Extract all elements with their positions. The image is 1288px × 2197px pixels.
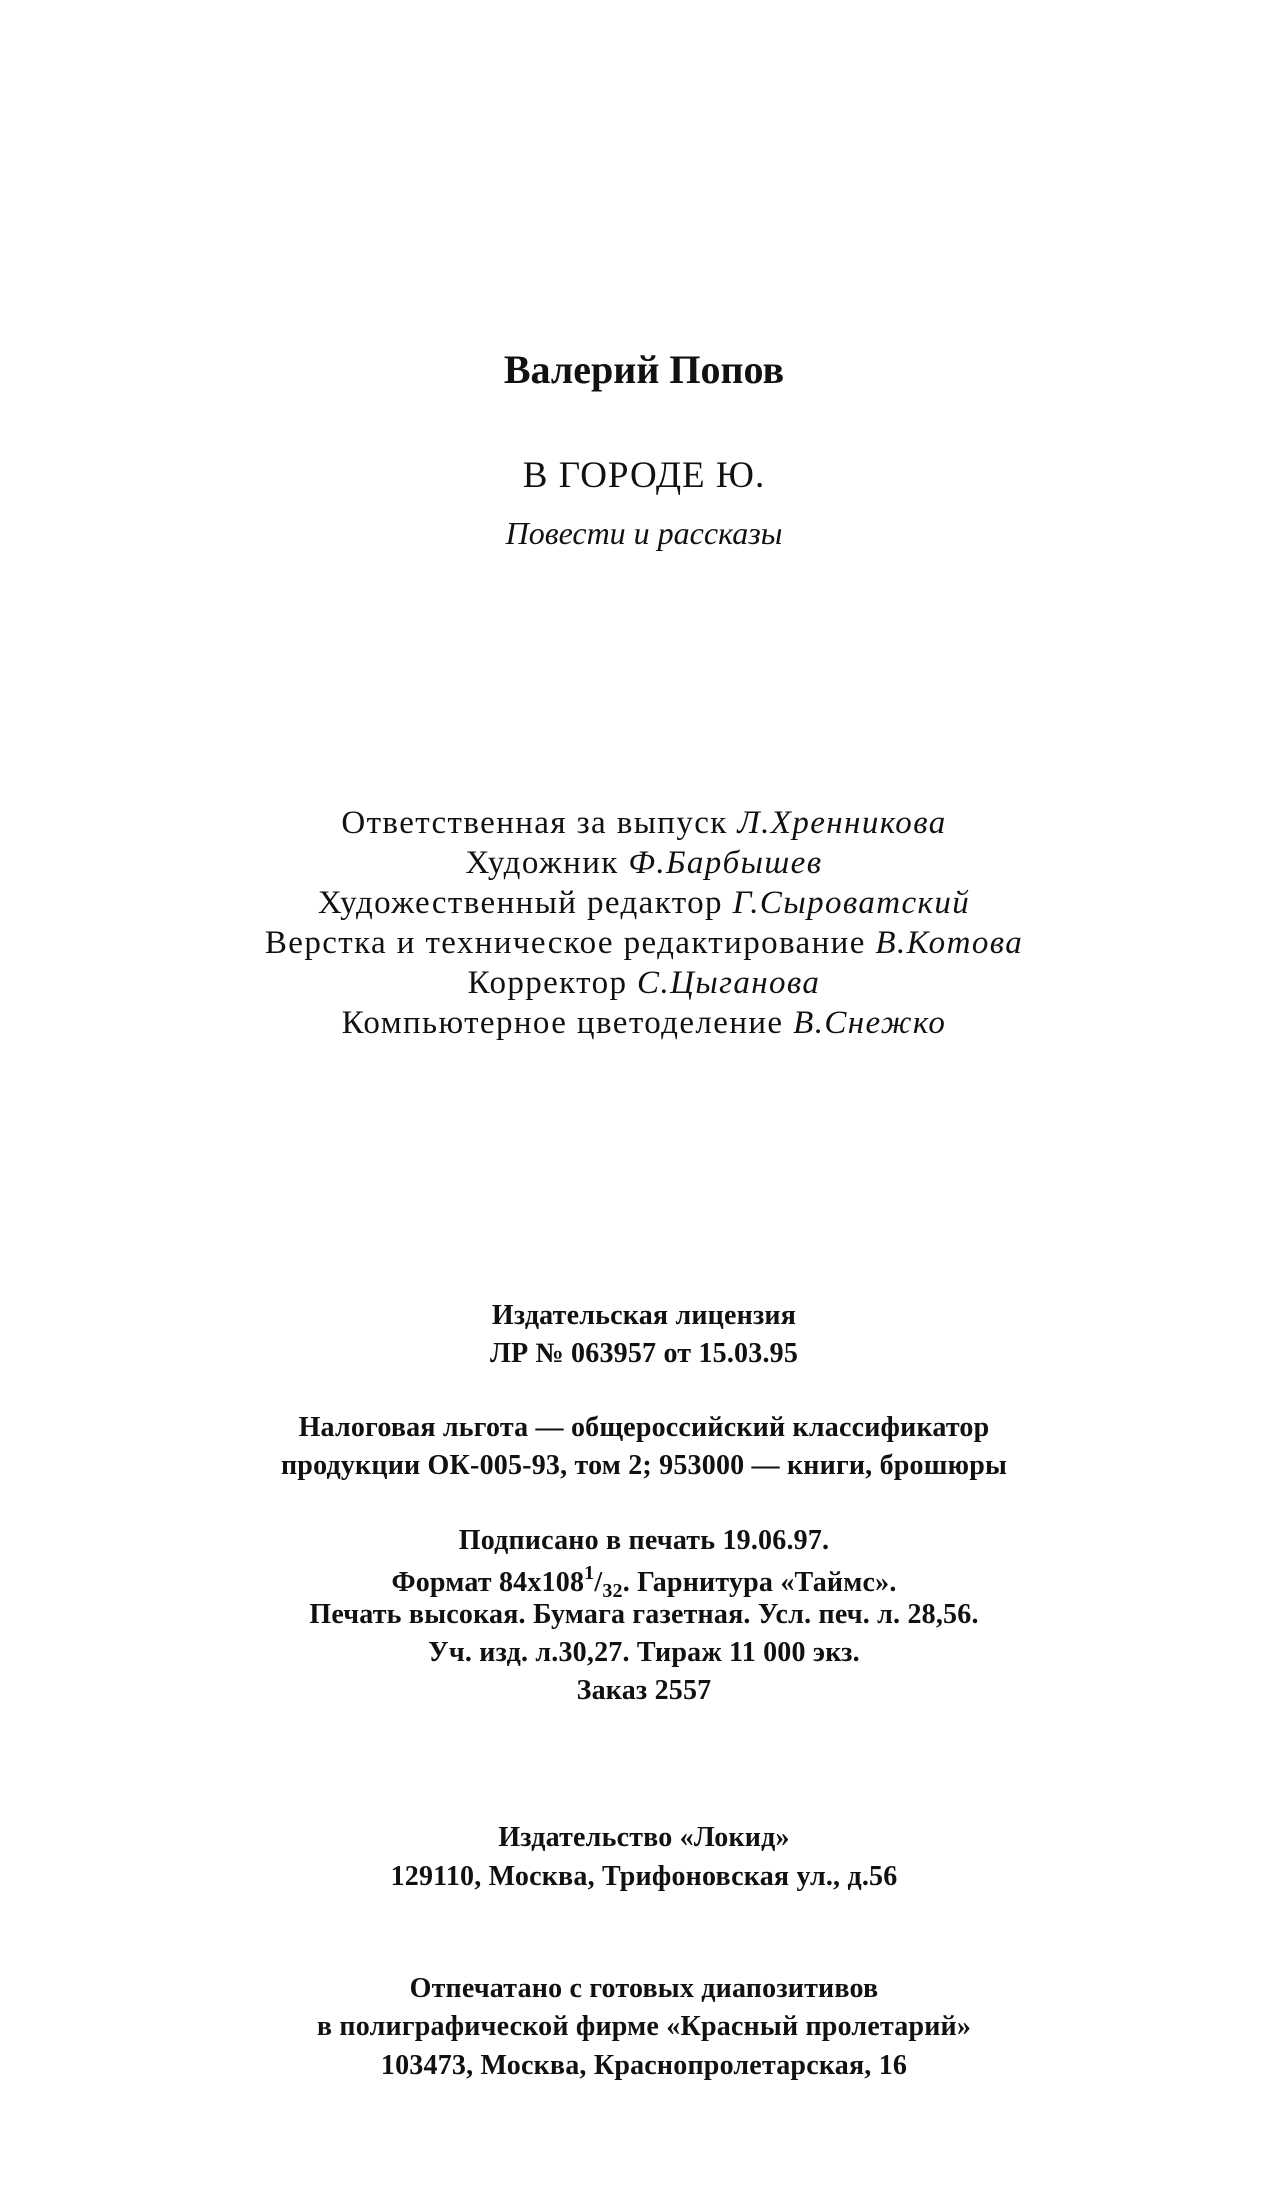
tax-line: Налоговая льгота — общероссийский классификатор — [298, 1412, 990, 1443]
publisher-name: Издательство «Локид» — [498, 1822, 790, 1853]
credit-line — [0, 967, 1288, 1000]
credit-person: Ф.Барбышев — [628, 845, 823, 881]
book-title: В ГОРОДЕ Ю. — [522, 455, 766, 496]
credit-role: Верстка и техническое редактирование — [264, 925, 866, 961]
credit-role: Художник — [465, 845, 619, 881]
format-line — [0, 1563, 1288, 1601]
credit-role: Корректор — [467, 965, 628, 1001]
run-line: Уч. изд. л.30,27. Тираж 11 000 экз. — [428, 1637, 860, 1668]
order-number: Заказ 2557 — [576, 1675, 712, 1706]
format-denominator: 32 — [602, 1580, 623, 1602]
credit-role: Ответственная за выпуск — [341, 805, 728, 841]
book-subtitle: Повести и рассказы — [505, 515, 783, 551]
license-number: ЛР № 063957 от 15.03.95 — [489, 1338, 799, 1369]
credit-person: В.Котова — [875, 925, 1024, 961]
credit-line — [0, 927, 1288, 960]
format-numerator: 1 — [584, 1562, 595, 1584]
license-title: Издательская лицензия — [491, 1300, 797, 1331]
printer-name: в полиграфической фирме «Красный пролетарий» — [316, 2011, 972, 2042]
credit-person: С.Цыганова — [637, 965, 821, 1001]
credit-line — [0, 807, 1288, 840]
credit-role: Компьютерное цветоделение — [341, 1005, 784, 1041]
printer-line: Отпечатано с готовых диапозитивов — [409, 1973, 879, 2004]
credit-person: Л.Хренникова — [737, 805, 947, 841]
credit-line — [0, 847, 1288, 880]
publisher-address: 129110, Москва, Трифоновская ул., д.56 — [390, 1861, 898, 1892]
credit-line — [0, 887, 1288, 920]
credit-person: Г.Сыроватский — [732, 885, 971, 921]
credit-person: В.Снежко — [793, 1005, 947, 1041]
credit-role: Художественный редактор — [317, 885, 723, 921]
format-slash: / — [594, 1567, 603, 1598]
author-name: Валерий Попов — [503, 347, 785, 392]
tax-line: продукции ОК-005-93, том 2; 953000 — книги, брошюры — [280, 1450, 1008, 1481]
format-suffix: . Гарнитура «Таймс». — [622, 1567, 897, 1598]
credit-line — [0, 1007, 1288, 1040]
printer-address: 103473, Москва, Краснопролетарская, 16 — [380, 2050, 908, 2081]
paper-line: Печать высокая. Бумага газетная. Усл. печ. л. 28,56. — [309, 1599, 979, 1630]
signed-date: Подписано в печать 19.06.97. — [458, 1525, 830, 1556]
format-prefix: Формат 84х108 — [391, 1567, 585, 1598]
